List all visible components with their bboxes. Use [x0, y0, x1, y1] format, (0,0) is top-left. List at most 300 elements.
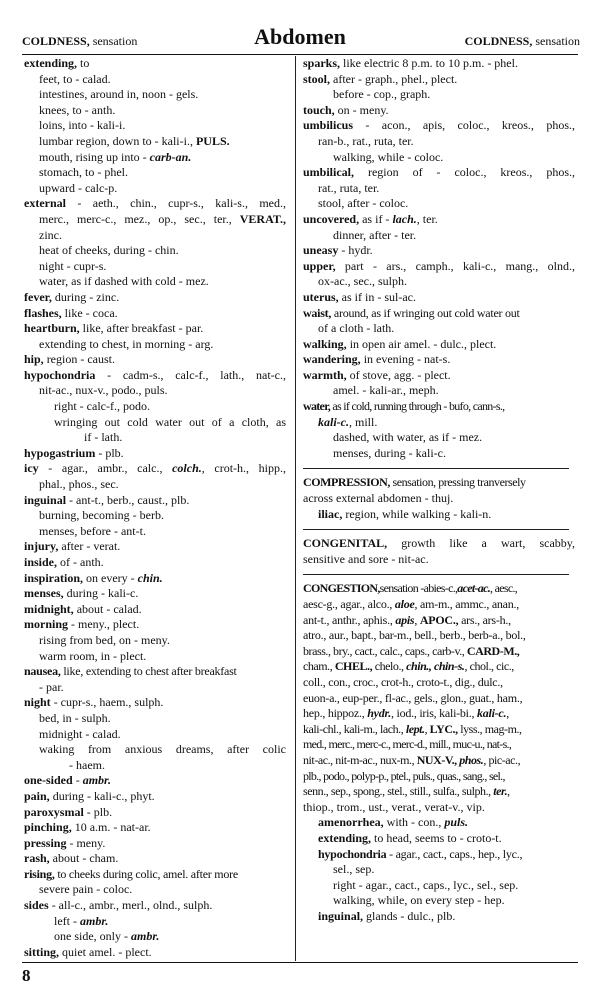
rubric-term: pain,	[24, 788, 50, 803]
rubric-term: ambr.	[82, 773, 112, 788]
section-rule	[303, 529, 569, 530]
rubric-term: waist,	[303, 305, 332, 320]
entry-text: kali-chl., kali-m., lach.,	[303, 721, 406, 736]
entry-line	[24, 539, 286, 555]
rubric-term: pressing	[24, 835, 67, 850]
entry-text: to cheeks during colic, amel. after more	[54, 866, 238, 881]
entry-text: walking, while, on every step - hep.	[333, 893, 505, 908]
entry-text: senn., sep., spong., stel., still., sulfa., sulph.,	[303, 784, 494, 799]
entry-text: region - caust.	[43, 352, 115, 367]
entry-text: like, extending to chest after breakfast	[60, 664, 237, 679]
rubric-term: CONGENITAL,	[303, 536, 388, 551]
entry-line	[303, 475, 575, 491]
entry-line	[303, 399, 575, 415]
entry-line	[303, 56, 575, 72]
entry-text: bed, in - sulph.	[39, 710, 111, 725]
entry-line	[24, 306, 286, 322]
entry-text: before - cop., graph.	[333, 87, 431, 102]
entry-text: upward - calc-p.	[39, 180, 118, 195]
entry-line	[24, 103, 286, 119]
header-rule	[22, 54, 578, 55]
rubric-term: inguinal	[24, 492, 67, 507]
congenital-section	[303, 536, 575, 567]
entry-text: rising from bed, on - meny.	[39, 632, 170, 647]
entry-text: warm room, in - plect.	[39, 648, 147, 663]
entry-line	[24, 882, 286, 898]
coldness-continued	[303, 56, 575, 461]
entry-text: quiet amel. - plect.	[59, 944, 152, 959]
entry-line	[303, 306, 575, 322]
rubric-term: VERAT.,	[239, 211, 286, 226]
entry-line	[24, 493, 286, 509]
rubric-term: upper,	[303, 258, 336, 273]
entry-text: , ter.	[416, 211, 438, 226]
entry-line	[24, 914, 286, 930]
rubric-term: kali-c.	[318, 414, 349, 429]
running-head-right	[465, 34, 580, 49]
rubric-term: touch,	[303, 102, 335, 117]
entry-text: stool, after - coloc.	[318, 196, 409, 211]
entry-text: as if -	[359, 211, 393, 226]
entry-line	[303, 118, 575, 134]
entry-text: region of - coloc., kreos., phos.,	[354, 165, 575, 180]
entry-text: zinc.	[39, 227, 62, 242]
rubric-term: chin.	[137, 570, 163, 585]
entry-text: - par.	[39, 679, 64, 694]
entry-line	[303, 274, 575, 290]
entry-line	[24, 867, 286, 883]
entry-line	[303, 243, 575, 259]
entry-line	[303, 613, 575, 629]
rubric-term: hydr.	[367, 706, 392, 721]
entry-line	[303, 831, 575, 847]
rubric-term: wandering,	[303, 352, 361, 367]
rubric-term: stool,	[303, 71, 330, 86]
rubric-term: rising,	[24, 866, 55, 881]
entry-text: left -	[54, 913, 80, 928]
entry-text: - meny.	[66, 835, 106, 850]
section-rule	[303, 574, 569, 575]
entry-line	[24, 836, 286, 852]
rubric-term: pinching,	[24, 820, 72, 835]
entry-line	[303, 134, 575, 150]
rubric-term: fever,	[24, 289, 52, 304]
entry-text: plb., podo., polyp-p., ptel., puls., quas., sang., sel.,	[303, 768, 505, 783]
entry-line	[303, 103, 575, 119]
entry-text: about - cham.	[49, 851, 119, 866]
entry-line	[303, 165, 575, 181]
rubric-term: hypogastrium	[24, 445, 96, 460]
entry-line	[303, 228, 575, 244]
entry-text: coll., con., croc., crot-h., croto-t., dig., dulc.,	[303, 674, 503, 689]
entry-line	[303, 337, 575, 353]
entry-text: with - con.,	[383, 815, 445, 830]
entry-line	[24, 805, 286, 821]
entry-text: hep., hippoz.,	[303, 706, 368, 721]
entry-text: as if in - sul-ac.	[338, 289, 416, 304]
rubric-term: iliac,	[318, 506, 343, 521]
entry-text: , iod., iris, kali-bi.,	[391, 706, 478, 721]
rubric-term: NUX-V.,	[416, 752, 457, 767]
entry-text: one side, only -	[54, 929, 131, 944]
entry-line	[303, 597, 575, 613]
column-divider	[295, 56, 296, 961]
entry-line	[24, 711, 286, 727]
entry-text: phal., phos., sec.	[39, 477, 119, 492]
entry-text: menses, before - ant-t.	[39, 523, 146, 538]
entry-text: waking from anxious dreams, after colic	[39, 742, 286, 757]
entry-text: - ant-t., berb., caust., plb.	[66, 492, 190, 507]
rubric-term: sitting,	[24, 944, 60, 959]
entry-text: ant-t., anthr., aphis.,	[303, 612, 396, 627]
rubric-term: ambr.	[131, 929, 160, 944]
entry-text: sensitive and sore - nit-ac.	[303, 551, 429, 566]
entry-text: as if cold, running through - bufo, cann-s.,	[330, 399, 505, 414]
entry-text: if - lath.	[84, 430, 123, 445]
entry-text: intestines, around in, noon - gels.	[39, 87, 199, 102]
entry-line	[24, 446, 286, 462]
entry-text: glands - dulc., plb.	[363, 908, 456, 923]
entry-line	[24, 477, 286, 493]
entry-text: amel. - kali-ar., meph.	[333, 383, 439, 398]
page-title: Abdomen	[254, 24, 346, 49]
left-column	[24, 56, 286, 960]
entry-line	[24, 727, 286, 743]
entry-line	[24, 368, 286, 384]
entry-line	[24, 399, 286, 415]
entry-text: lumbar region, down to - kali-i.,	[39, 133, 196, 148]
entry-text: walking, while - coloc.	[333, 149, 444, 164]
entry-text: during - kali-c.	[63, 586, 139, 601]
rubric-term: carb-an.	[149, 149, 192, 164]
entry-text: growth like a wart, scabby,	[387, 536, 575, 551]
entry-text: cham.,	[303, 659, 335, 674]
rubric-term: chin., chin-s.	[406, 659, 465, 674]
rubric-term: inspiration,	[24, 570, 84, 585]
entry-text: dinner, after - ter.	[333, 227, 417, 242]
rubric-term: hypochondria	[24, 367, 96, 382]
running-head-left-bold: COLDNESS,	[22, 34, 90, 48]
entry-line	[24, 415, 286, 431]
entry-text: - plb.	[95, 445, 124, 460]
entry-line	[24, 165, 286, 181]
entry-text: thiop., trom., ust., verat., verat-v., vip.	[303, 799, 485, 814]
rubric-term: kali-c.	[477, 706, 507, 721]
rubric-term: lept.	[405, 721, 425, 736]
entry-text: 10 a.m. - nat-ar.	[71, 820, 151, 835]
entry-line	[303, 893, 575, 909]
entry-line	[303, 196, 575, 212]
rubric-term: CHEL.,	[334, 659, 373, 674]
entry-line	[303, 722, 575, 738]
entry-text: , crot-h., hipp.,	[201, 461, 286, 476]
entry-line	[24, 274, 286, 290]
rubric-term: hip,	[24, 352, 44, 367]
rubric-term: uneasy	[303, 243, 339, 258]
entry-line	[303, 628, 575, 644]
entry-line	[24, 758, 286, 774]
entry-text: right - calc-f., podo.	[54, 399, 150, 414]
rubric-term: CARD-M.,	[466, 643, 520, 658]
rubric-term: walking,	[303, 336, 347, 351]
entry-text: brass., bry., cact., calc., caps., carb-v.,	[303, 643, 467, 658]
entry-text: - meny., plect.	[68, 617, 140, 632]
entry-text: - cupr-s., haem., sulph.	[50, 695, 164, 710]
entry-line	[303, 659, 575, 675]
entry-line	[24, 649, 286, 665]
entry-text: of - anth.	[57, 555, 104, 569]
entry-text: ,	[424, 721, 430, 736]
entry-line	[24, 118, 286, 134]
entry-text: ,	[506, 706, 510, 721]
entry-text: ars., ars-h.,	[458, 612, 511, 627]
rubric-term: umbilicus	[303, 118, 354, 133]
entry-text: to head, seems to - croto-t.	[371, 830, 502, 845]
entry-line	[24, 617, 286, 633]
entry-line	[24, 664, 286, 680]
rubric-term: rash,	[24, 851, 50, 866]
rubric-term: water,	[303, 399, 331, 414]
entry-line	[24, 789, 286, 805]
entry-line	[303, 784, 575, 800]
rubric-term: midnight,	[24, 601, 74, 616]
rubric-term: APOC.,	[419, 612, 459, 627]
entry-line	[24, 290, 286, 306]
rubric-term: sides	[24, 898, 49, 913]
entry-text: , pic-ac.,	[483, 752, 521, 767]
section-rule	[303, 468, 569, 469]
entry-text: , mill.	[349, 414, 378, 429]
entry-line	[303, 150, 575, 166]
entry-text: stomach, to - phel.	[39, 165, 128, 180]
entry-line	[24, 337, 286, 353]
entry-line	[303, 415, 575, 431]
entry-line	[24, 680, 286, 696]
rubric-term: CONGESTION,	[303, 581, 380, 596]
rubric-term: apis	[395, 612, 415, 627]
entry-text: med., merc., merc-c., merc-d., mill., muc-u., nat-s.,	[303, 737, 512, 752]
entry-line	[24, 586, 286, 602]
rubric-term: acet-ac.	[457, 581, 491, 596]
entry-line	[303, 644, 575, 660]
entry-line	[24, 352, 286, 368]
rubric-term: warmth,	[303, 367, 347, 382]
entry-text: , aesc.,	[490, 581, 518, 596]
entry-text: sensation -abies-c.,	[379, 581, 458, 596]
entry-line	[303, 769, 575, 785]
entry-text: around, as if wringing out cold water out	[331, 305, 520, 320]
entry-line	[24, 321, 286, 337]
right-column	[303, 56, 575, 924]
entry-line	[24, 555, 286, 571]
entry-text: during - kali-c., phyt.	[49, 788, 155, 803]
entry-line	[24, 72, 286, 88]
entry-line	[303, 72, 575, 88]
rubric-term: flashes,	[24, 305, 62, 320]
entry-line	[24, 134, 286, 150]
rubric-term: ambr.	[80, 913, 109, 928]
rubric-term: uterus,	[303, 289, 339, 304]
entry-text: water, as if dashed with cold - mez.	[39, 274, 209, 289]
entry-text: during - zinc.	[51, 289, 120, 304]
entry-text: right - agar., cact., caps., lyc., sel., sep.	[333, 877, 519, 892]
rubric-term: sparks,	[303, 56, 341, 70]
footer-rule	[22, 962, 578, 963]
entry-text: ox-ac., sec., sulph.	[318, 274, 407, 289]
entry-text: midnight - calad.	[39, 726, 121, 741]
entry-text: -	[72, 773, 83, 788]
entry-text: lyss., mag-m.,	[457, 721, 522, 736]
entry-line	[24, 461, 286, 477]
entry-text: about - calad.	[73, 601, 142, 616]
entry-text: heat of cheeks, during - chin.	[39, 243, 179, 258]
entry-line	[24, 742, 286, 758]
entry-text: after - graph., phel., plect.	[330, 71, 458, 86]
rubric-term: colch.	[172, 461, 202, 476]
entry-text: part - ars., camph., kali-c., mang., olnd.,	[335, 258, 575, 273]
entry-line	[303, 753, 575, 769]
entry-line	[24, 851, 286, 867]
entry-text: after - verat.	[58, 539, 121, 554]
entry-line	[24, 243, 286, 259]
rubric-term: amenorrhea,	[318, 815, 384, 830]
entry-line	[24, 228, 286, 244]
entry-line	[303, 536, 575, 552]
entry-line	[303, 815, 575, 831]
entry-line	[24, 571, 286, 587]
rubric-term: LYC.,	[429, 721, 458, 736]
rubric-term: paroxysmal	[24, 804, 84, 819]
entry-line	[303, 383, 575, 399]
compression-section	[303, 475, 575, 522]
entry-text: mouth, rising up into -	[39, 149, 150, 164]
entry-text: wringing out cold water out of a cloth, as	[54, 414, 286, 429]
entry-line	[24, 929, 286, 945]
entry-line	[24, 196, 286, 212]
entry-line	[303, 430, 575, 446]
entry-line	[303, 800, 575, 816]
rubric-term: PULS.	[195, 133, 230, 148]
entry-text: region, while walking - kali-n.	[342, 506, 492, 521]
entry-line	[303, 259, 575, 275]
entry-line	[24, 56, 286, 72]
rubric-term: extending,	[318, 830, 372, 845]
entry-line	[303, 909, 575, 925]
entry-line	[24, 212, 286, 228]
rubric-term: menses,	[24, 586, 64, 601]
entry-line	[303, 675, 575, 691]
entry-line	[24, 87, 286, 103]
rubric-term: one-sided	[24, 773, 73, 788]
rubric-term: hypochondria	[318, 846, 387, 861]
entry-text: ,	[507, 784, 510, 799]
entry-text: ran-b., rat., ruta, ter.	[318, 133, 414, 148]
rubric-term: COMPRESSION,	[303, 475, 390, 490]
rubric-term: extending,	[24, 56, 78, 70]
entry-line	[303, 87, 575, 103]
entry-line	[303, 290, 575, 306]
entry-line	[303, 737, 575, 753]
rubric-term: external	[24, 196, 66, 211]
entry-line	[24, 383, 286, 399]
entry-text: aesc-g., agar., alco.,	[303, 597, 395, 611]
entry-text: night - cupr-s.	[39, 258, 107, 273]
entry-text: on - meny.	[334, 102, 389, 117]
entry-line	[24, 259, 286, 275]
entry-line	[303, 321, 575, 337]
entry-text: sensation, pressing tranversely	[389, 475, 526, 490]
entry-line	[303, 181, 575, 197]
entry-text: , am-m., ammc., anan.,	[414, 597, 520, 611]
entry-text: menses, during - kali-c.	[333, 445, 446, 460]
entry-text: to	[77, 56, 90, 70]
entry-line	[24, 773, 286, 789]
running-head-right-bold: COLDNESS,	[464, 34, 533, 48]
rubric-term: injury,	[24, 539, 59, 554]
entry-line	[303, 507, 575, 523]
running-head-right-rest: sensation	[532, 34, 580, 48]
entry-text: - agar., ambr., calc.,	[38, 461, 173, 476]
entry-line	[24, 508, 286, 524]
entry-text: - hydr.	[338, 243, 373, 258]
entry-text: extending to chest, in morning - arg.	[39, 336, 214, 351]
entry-text: feet, to - calad.	[39, 71, 111, 86]
entry-text: of stove, agg. - plect.	[346, 367, 451, 382]
entry-text: loins, into - kali-i.	[39, 118, 126, 133]
page-number: 8	[22, 966, 31, 985]
rubric-term: umbilical,	[303, 165, 355, 180]
entry-text: like, after breakfast - par.	[79, 321, 204, 336]
entry-text: knees, to - anth.	[39, 102, 116, 117]
entry-line	[303, 878, 575, 894]
rubric-term: puls.	[444, 815, 468, 830]
entry-line	[24, 898, 286, 914]
rubric-term: icy	[24, 461, 39, 476]
rubric-term: aloe	[394, 597, 415, 611]
running-head-left-rest: sensation	[89, 34, 138, 48]
entry-text: severe pain - coloc.	[39, 882, 133, 897]
rubric-term: morning	[24, 617, 69, 632]
entry-line	[24, 430, 286, 446]
entry-text: atro., aur., bapt., bar-m., bell., berb., berb-a., bol.,	[303, 628, 526, 643]
rubric-term: ter.	[493, 784, 508, 799]
rubric-term: heartburn,	[24, 321, 80, 336]
entry-text: - haem.	[69, 757, 105, 772]
entry-text: ,	[414, 612, 420, 627]
entry-text: of a cloth - lath.	[318, 321, 395, 336]
entry-line	[303, 446, 575, 462]
entry-line	[303, 368, 575, 384]
entry-text: - acon., apis, coloc., kreos., phos.,	[353, 118, 575, 133]
entry-text: rat., ruta, ter.	[318, 180, 380, 195]
entry-line	[24, 945, 286, 961]
rubric-term: nausea,	[24, 664, 61, 679]
entry-text: merc., merc-c., mez., op., sec., ter.,	[39, 211, 240, 226]
entry-text: burning, becoming - berb.	[39, 508, 164, 523]
entry-line	[303, 862, 575, 878]
entry-text: like electric 8 p.m. to 10 p.m. - phel.	[340, 56, 518, 70]
entry-text: nit-ac., nit-m-ac., nux-m.,	[303, 752, 417, 767]
entry-text: nit-ac., nux-v., podo., puls.	[39, 383, 168, 398]
entry-text: - plb.	[83, 804, 113, 819]
entry-line	[24, 150, 286, 166]
entry-text: - cadm-s., calc-f., lath., nat-c.,	[95, 367, 286, 382]
entry-line	[24, 633, 286, 649]
rubric-term: uncovered,	[303, 211, 360, 226]
rubric-term: inguinal,	[318, 908, 364, 923]
entry-line	[303, 352, 575, 368]
congestion-section	[303, 581, 575, 924]
